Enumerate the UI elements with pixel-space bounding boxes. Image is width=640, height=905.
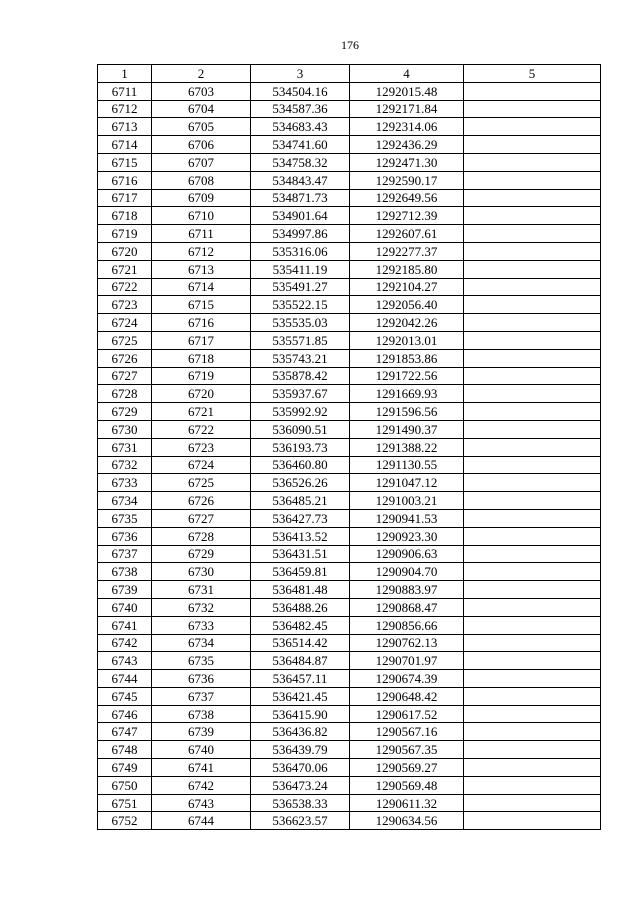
x-coordinate-cell: 536526.26 [251, 474, 350, 492]
x-coordinate-cell: 536488.26 [251, 598, 350, 616]
x-coordinate-cell: 534871.73 [251, 189, 350, 207]
note-cell [464, 794, 601, 812]
row-index-cell: 6724 [98, 314, 152, 332]
note-cell [464, 136, 601, 154]
point-number-cell: 6729 [152, 545, 251, 563]
note-cell [464, 118, 601, 136]
x-coordinate-cell: 536415.90 [251, 705, 350, 723]
x-coordinate-cell: 534901.64 [251, 207, 350, 225]
note-cell [464, 314, 601, 332]
column-header: 4 [350, 65, 464, 83]
y-coordinate-cell: 1291490.37 [350, 420, 464, 438]
point-number-cell: 6736 [152, 670, 251, 688]
note-cell [464, 616, 601, 634]
table-row [98, 225, 601, 243]
table-row [98, 527, 601, 545]
note-cell [464, 278, 601, 296]
row-index-cell: 6714 [98, 136, 152, 154]
point-number-cell: 6732 [152, 598, 251, 616]
table-row [98, 723, 601, 741]
table-row [98, 420, 601, 438]
column-header: 5 [464, 65, 601, 83]
x-coordinate-cell: 535316.06 [251, 242, 350, 260]
point-number-cell: 6740 [152, 741, 251, 759]
x-coordinate-cell: 536457.11 [251, 670, 350, 688]
point-number-cell: 6708 [152, 171, 251, 189]
point-number-cell: 6718 [152, 349, 251, 367]
table-row [98, 349, 601, 367]
x-coordinate-cell: 534504.16 [251, 82, 350, 100]
y-coordinate-cell: 1290634.56 [350, 812, 464, 830]
row-index-cell: 6733 [98, 474, 152, 492]
y-coordinate-cell: 1290569.27 [350, 759, 464, 777]
x-coordinate-cell: 536623.57 [251, 812, 350, 830]
point-number-cell: 6724 [152, 456, 251, 474]
row-index-cell: 6727 [98, 367, 152, 385]
x-coordinate-cell: 536439.79 [251, 741, 350, 759]
x-coordinate-cell: 535571.85 [251, 331, 350, 349]
table-body [98, 82, 601, 829]
y-coordinate-cell: 1290674.39 [350, 670, 464, 688]
row-index-cell: 6732 [98, 456, 152, 474]
point-number-cell: 6707 [152, 153, 251, 171]
table-row [98, 207, 601, 225]
table-row [98, 794, 601, 812]
y-coordinate-cell: 1292104.27 [350, 278, 464, 296]
x-coordinate-cell: 535491.27 [251, 278, 350, 296]
y-coordinate-cell: 1291596.56 [350, 403, 464, 421]
x-coordinate-cell: 536482.45 [251, 616, 350, 634]
table-row [98, 670, 601, 688]
point-number-cell: 6733 [152, 616, 251, 634]
y-coordinate-cell: 1292314.06 [350, 118, 464, 136]
table-row [98, 634, 601, 652]
note-cell [464, 403, 601, 421]
y-coordinate-cell: 1292436.29 [350, 136, 464, 154]
column-header: 3 [251, 65, 350, 83]
row-index-cell: 6717 [98, 189, 152, 207]
y-coordinate-cell: 1292590.17 [350, 171, 464, 189]
x-coordinate-cell: 536427.73 [251, 509, 350, 527]
x-coordinate-cell: 536459.81 [251, 563, 350, 581]
note-cell [464, 349, 601, 367]
point-number-cell: 6704 [152, 100, 251, 118]
y-coordinate-cell: 1291669.93 [350, 385, 464, 403]
note-cell [464, 687, 601, 705]
x-coordinate-cell: 536460.80 [251, 456, 350, 474]
point-number-cell: 6743 [152, 794, 251, 812]
table-row [98, 776, 601, 794]
x-coordinate-cell: 536514.42 [251, 634, 350, 652]
point-number-cell: 6738 [152, 705, 251, 723]
point-number-cell: 6717 [152, 331, 251, 349]
note-cell [464, 189, 601, 207]
point-number-cell: 6742 [152, 776, 251, 794]
point-number-cell: 6711 [152, 225, 251, 243]
note-cell [464, 527, 601, 545]
row-index-cell: 6752 [98, 812, 152, 830]
row-index-cell: 6742 [98, 634, 152, 652]
table-row [98, 260, 601, 278]
row-index-cell: 6746 [98, 705, 152, 723]
row-index-cell: 6721 [98, 260, 152, 278]
row-index-cell: 6735 [98, 509, 152, 527]
x-coordinate-cell: 536485.21 [251, 492, 350, 510]
x-coordinate-cell: 536431.51 [251, 545, 350, 563]
table-row [98, 545, 601, 563]
note-cell [464, 474, 601, 492]
y-coordinate-cell: 1290904.70 [350, 563, 464, 581]
table-header-row [98, 65, 601, 83]
point-number-cell: 6710 [152, 207, 251, 225]
row-index-cell: 6723 [98, 296, 152, 314]
note-cell [464, 225, 601, 243]
table-row [98, 189, 601, 207]
y-coordinate-cell: 1290569.48 [350, 776, 464, 794]
y-coordinate-cell: 1292042.26 [350, 314, 464, 332]
point-number-cell: 6719 [152, 367, 251, 385]
note-cell [464, 385, 601, 403]
x-coordinate-cell: 536470.06 [251, 759, 350, 777]
row-index-cell: 6722 [98, 278, 152, 296]
table-row [98, 314, 601, 332]
table-row [98, 652, 601, 670]
x-coordinate-cell: 536090.51 [251, 420, 350, 438]
x-coordinate-cell: 534587.36 [251, 100, 350, 118]
row-index-cell: 6712 [98, 100, 152, 118]
point-number-cell: 6705 [152, 118, 251, 136]
table-row [98, 403, 601, 421]
note-cell [464, 438, 601, 456]
row-index-cell: 6750 [98, 776, 152, 794]
x-coordinate-cell: 534741.60 [251, 136, 350, 154]
row-index-cell: 6734 [98, 492, 152, 510]
row-index-cell: 6725 [98, 331, 152, 349]
x-coordinate-cell: 535937.67 [251, 385, 350, 403]
x-coordinate-cell: 536436.82 [251, 723, 350, 741]
point-number-cell: 6720 [152, 385, 251, 403]
x-coordinate-cell: 536193.73 [251, 438, 350, 456]
table-row [98, 759, 601, 777]
x-coordinate-cell: 534843.47 [251, 171, 350, 189]
point-number-cell: 6737 [152, 687, 251, 705]
y-coordinate-cell: 1290567.16 [350, 723, 464, 741]
y-coordinate-cell: 1291388.22 [350, 438, 464, 456]
note-cell [464, 741, 601, 759]
note-cell [464, 598, 601, 616]
table-row [98, 741, 601, 759]
row-index-cell: 6720 [98, 242, 152, 260]
table-row [98, 581, 601, 599]
y-coordinate-cell: 1290868.47 [350, 598, 464, 616]
x-coordinate-cell: 535743.21 [251, 349, 350, 367]
note-cell [464, 100, 601, 118]
note-cell [464, 581, 601, 599]
note-cell [464, 171, 601, 189]
table-row [98, 492, 601, 510]
y-coordinate-cell: 1292607.61 [350, 225, 464, 243]
row-index-cell: 6737 [98, 545, 152, 563]
note-cell [464, 260, 601, 278]
y-coordinate-cell: 1290856.66 [350, 616, 464, 634]
table-row [98, 563, 601, 581]
row-index-cell: 6748 [98, 741, 152, 759]
x-coordinate-cell: 534758.32 [251, 153, 350, 171]
y-coordinate-cell: 1292015.48 [350, 82, 464, 100]
row-index-cell: 6739 [98, 581, 152, 599]
note-cell [464, 670, 601, 688]
point-number-cell: 6722 [152, 420, 251, 438]
x-coordinate-cell: 534997.86 [251, 225, 350, 243]
x-coordinate-cell: 535992.92 [251, 403, 350, 421]
point-number-cell: 6730 [152, 563, 251, 581]
point-number-cell: 6714 [152, 278, 251, 296]
table-row [98, 82, 601, 100]
x-coordinate-cell: 536413.52 [251, 527, 350, 545]
row-index-cell: 6747 [98, 723, 152, 741]
note-cell [464, 492, 601, 510]
row-index-cell: 6713 [98, 118, 152, 136]
x-coordinate-cell: 536481.48 [251, 581, 350, 599]
y-coordinate-cell: 1290762.13 [350, 634, 464, 652]
y-coordinate-cell: 1292649.56 [350, 189, 464, 207]
x-coordinate-cell: 536538.33 [251, 794, 350, 812]
point-number-cell: 6739 [152, 723, 251, 741]
x-coordinate-cell: 535411.19 [251, 260, 350, 278]
row-index-cell: 6749 [98, 759, 152, 777]
table-row [98, 296, 601, 314]
row-index-cell: 6716 [98, 171, 152, 189]
table-row [98, 100, 601, 118]
point-number-cell: 6723 [152, 438, 251, 456]
point-number-cell: 6726 [152, 492, 251, 510]
row-index-cell: 6751 [98, 794, 152, 812]
row-index-cell: 6740 [98, 598, 152, 616]
y-coordinate-cell: 1292013.01 [350, 331, 464, 349]
table-row [98, 367, 601, 385]
table-row [98, 278, 601, 296]
point-number-cell: 6731 [152, 581, 251, 599]
row-index-cell: 6718 [98, 207, 152, 225]
y-coordinate-cell: 1291047.12 [350, 474, 464, 492]
y-coordinate-cell: 1292277.37 [350, 242, 464, 260]
table-row [98, 242, 601, 260]
y-coordinate-cell: 1290701.97 [350, 652, 464, 670]
table-row [98, 598, 601, 616]
note-cell [464, 634, 601, 652]
table-row [98, 474, 601, 492]
point-number-cell: 6712 [152, 242, 251, 260]
table-row [98, 687, 601, 705]
row-index-cell: 6736 [98, 527, 152, 545]
row-index-cell: 6738 [98, 563, 152, 581]
note-cell [464, 207, 601, 225]
point-number-cell: 6721 [152, 403, 251, 421]
y-coordinate-cell: 1291722.56 [350, 367, 464, 385]
row-index-cell: 6743 [98, 652, 152, 670]
note-cell [464, 420, 601, 438]
point-number-cell: 6741 [152, 759, 251, 777]
note-cell [464, 456, 601, 474]
table-row [98, 153, 601, 171]
y-coordinate-cell: 1290941.53 [350, 509, 464, 527]
row-index-cell: 6741 [98, 616, 152, 634]
column-header: 2 [152, 65, 251, 83]
point-number-cell: 6728 [152, 527, 251, 545]
row-index-cell: 6744 [98, 670, 152, 688]
point-number-cell: 6725 [152, 474, 251, 492]
point-number-cell: 6715 [152, 296, 251, 314]
note-cell [464, 153, 601, 171]
row-index-cell: 6719 [98, 225, 152, 243]
table-row [98, 616, 601, 634]
y-coordinate-cell: 1292171.84 [350, 100, 464, 118]
point-number-cell: 6713 [152, 260, 251, 278]
note-cell [464, 812, 601, 830]
row-index-cell: 6728 [98, 385, 152, 403]
note-cell [464, 545, 601, 563]
row-index-cell: 6745 [98, 687, 152, 705]
table-row [98, 509, 601, 527]
note-cell [464, 723, 601, 741]
y-coordinate-cell: 1292185.80 [350, 260, 464, 278]
y-coordinate-cell: 1291130.55 [350, 456, 464, 474]
note-cell [464, 331, 601, 349]
note-cell [464, 652, 601, 670]
row-index-cell: 6731 [98, 438, 152, 456]
note-cell [464, 509, 601, 527]
point-number-cell: 6735 [152, 652, 251, 670]
note-cell [464, 705, 601, 723]
y-coordinate-cell: 1290567.35 [350, 741, 464, 759]
point-number-cell: 6744 [152, 812, 251, 830]
table-row [98, 438, 601, 456]
point-number-cell: 6703 [152, 82, 251, 100]
table-row [98, 456, 601, 474]
note-cell [464, 776, 601, 794]
y-coordinate-cell: 1290906.63 [350, 545, 464, 563]
y-coordinate-cell: 1292712.39 [350, 207, 464, 225]
note-cell [464, 82, 601, 100]
row-index-cell: 6730 [98, 420, 152, 438]
x-coordinate-cell: 536421.45 [251, 687, 350, 705]
point-number-cell: 6706 [152, 136, 251, 154]
table-row [98, 118, 601, 136]
table-row [98, 705, 601, 723]
table-row [98, 385, 601, 403]
y-coordinate-cell: 1291003.21 [350, 492, 464, 510]
y-coordinate-cell: 1290611.32 [350, 794, 464, 812]
note-cell [464, 296, 601, 314]
column-header: 1 [98, 65, 152, 83]
coordinates-table [97, 64, 601, 830]
point-number-cell: 6727 [152, 509, 251, 527]
x-coordinate-cell: 535878.42 [251, 367, 350, 385]
point-number-cell: 6716 [152, 314, 251, 332]
y-coordinate-cell: 1292471.30 [350, 153, 464, 171]
x-coordinate-cell: 536484.87 [251, 652, 350, 670]
row-index-cell: 6715 [98, 153, 152, 171]
row-index-cell: 6711 [98, 82, 152, 100]
point-number-cell: 6709 [152, 189, 251, 207]
table-row [98, 171, 601, 189]
note-cell [464, 367, 601, 385]
note-cell [464, 563, 601, 581]
row-index-cell: 6729 [98, 403, 152, 421]
x-coordinate-cell: 535535.03 [251, 314, 350, 332]
y-coordinate-cell: 1290617.52 [350, 705, 464, 723]
x-coordinate-cell: 534683.43 [251, 118, 350, 136]
table-row [98, 331, 601, 349]
x-coordinate-cell: 535522.15 [251, 296, 350, 314]
note-cell [464, 759, 601, 777]
y-coordinate-cell: 1291853.86 [350, 349, 464, 367]
page-number: 176 [341, 38, 359, 52]
note-cell [464, 242, 601, 260]
point-number-cell: 6734 [152, 634, 251, 652]
x-coordinate-cell: 536473.24 [251, 776, 350, 794]
y-coordinate-cell: 1292056.40 [350, 296, 464, 314]
table-row [98, 136, 601, 154]
table-row [98, 812, 601, 830]
y-coordinate-cell: 1290883.97 [350, 581, 464, 599]
y-coordinate-cell: 1290648.42 [350, 687, 464, 705]
y-coordinate-cell: 1290923.30 [350, 527, 464, 545]
row-index-cell: 6726 [98, 349, 152, 367]
